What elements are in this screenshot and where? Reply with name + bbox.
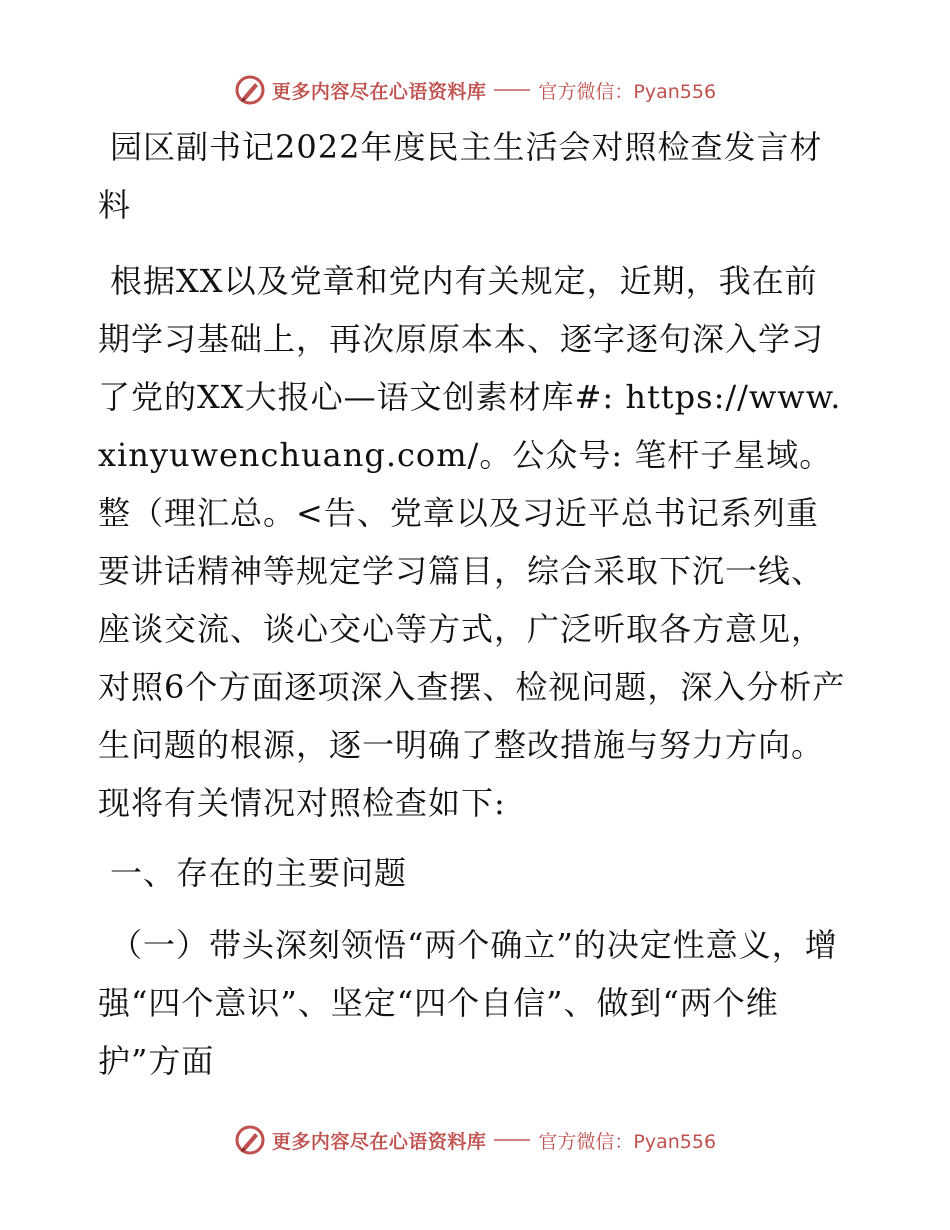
document-title: 园区副书记2022年度民主生活会对照检查发言材料 — [98, 128, 823, 224]
watermark-official-text: 官方微信：Pyan556 — [538, 1130, 717, 1153]
watermark-site-text: 更多内容尽在心语资料库 — [271, 80, 487, 103]
document-body — [98, 118, 850, 1090]
pen-logo-icon — [234, 74, 266, 106]
header-watermark-banner — [0, 70, 950, 110]
footer-watermark-banner — [0, 1120, 950, 1160]
watermark-official-text: 官方微信：Pyan556 — [538, 80, 717, 103]
watermark-dash — [494, 1139, 530, 1141]
watermark-site-text: 更多内容尽在心语资料库 — [271, 1130, 487, 1153]
subsection-heading: （一）带头深刻领悟“两个确立”的决定性意义，增强“四个意识”、坚定“四个自信”、做到“两个维护”方面 — [98, 926, 838, 1080]
pen-logo-icon — [234, 1124, 266, 1156]
watermark-dash — [494, 89, 530, 91]
intro-paragraph: 根据XX以及党章和党内有关规定，近期，我在前期学习基础上，再次原原本本、逐字逐句深入学习了党的XX大报心—语文创素材库#: https://www.xinyuwenchuang.com/。公众号: 笔杆子星域。整（理汇总。<告、党章以及习近平总书记系列重要讲话精神等规定学习篇目，综合采取下沉一线、座谈交流、谈心交心等方式，广泛听取各方意见，对照6个方面逐项深入查摆、检视问题，深入分析产生问题的根源，逐一明确了整改措施与努力方向。现将有关情况对照检查如下: — [98, 262, 846, 822]
section-heading: 一、存在的主要问题 — [110, 854, 408, 892]
